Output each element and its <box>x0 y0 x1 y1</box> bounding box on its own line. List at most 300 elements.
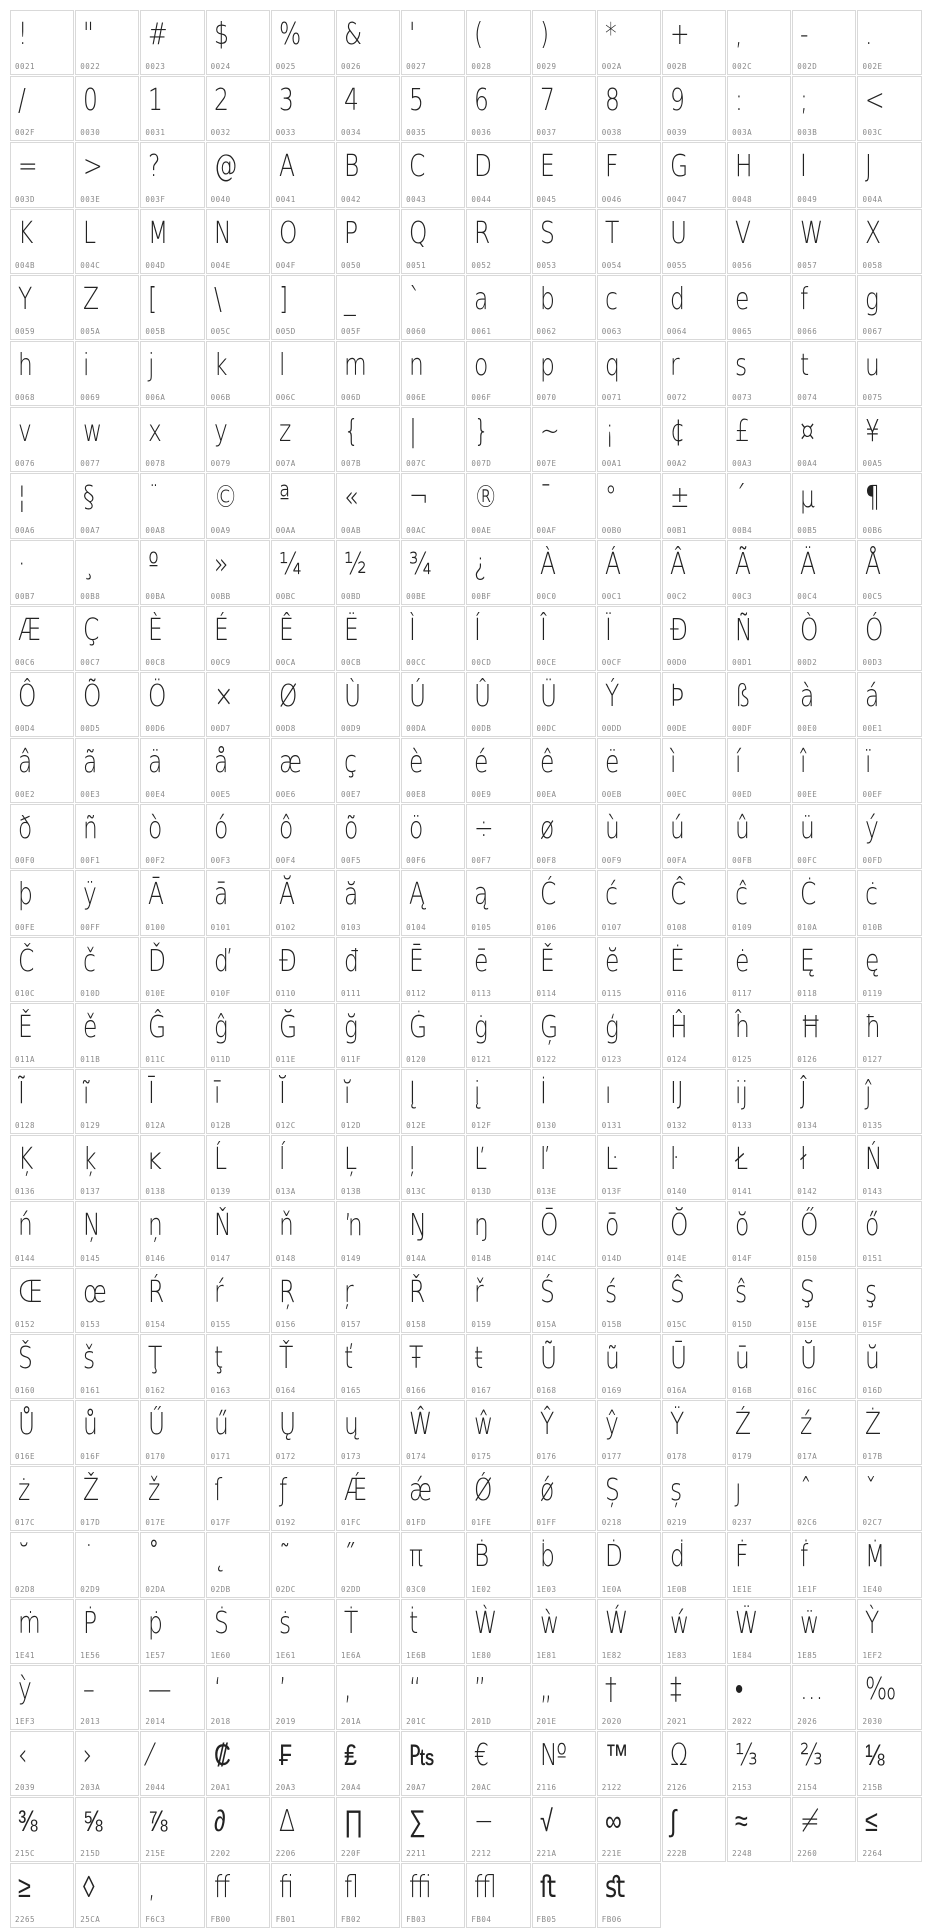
glyph-cell <box>792 1201 856 1266</box>
glyph-codepoint: 00FA <box>666 856 687 866</box>
glyph-char: å <box>213 745 228 781</box>
glyph-codepoint: 01FE <box>471 1518 492 1528</box>
glyph-char: ŕ <box>213 1274 224 1310</box>
glyph-codepoint: 017B <box>862 1452 883 1462</box>
glyph-char: ú <box>669 811 685 847</box>
glyph-char: E <box>539 149 555 185</box>
glyph-codepoint: 0025 <box>275 62 296 72</box>
glyph-codepoint: 0132 <box>666 1121 687 1131</box>
glyph-char: g <box>865 281 880 317</box>
glyph-char: ¢ <box>669 414 685 450</box>
glyph-codepoint: 0028 <box>471 62 492 72</box>
glyph-char: Z <box>83 281 100 317</box>
glyph-cell <box>401 1201 465 1266</box>
glyph-codepoint: 00D8 <box>275 724 296 734</box>
glyph-char: Ļ <box>343 1142 357 1178</box>
glyph-codepoint: 0035 <box>406 128 427 138</box>
glyph-char: ¼ <box>278 546 302 582</box>
glyph-codepoint: 007B <box>340 459 361 469</box>
glyph-char: Ŝ <box>669 1274 685 1310</box>
glyph-char: Ć <box>539 877 556 913</box>
glyph-cell <box>206 1797 270 1862</box>
glyph-cell <box>10 341 74 406</box>
glyph-cell <box>662 1400 726 1465</box>
glyph-char: ṡ <box>278 1605 291 1641</box>
glyph-codepoint: 1E0B <box>666 1584 687 1594</box>
glyph-char: ⅛ <box>865 1737 885 1773</box>
glyph-codepoint: 0146 <box>145 1253 166 1263</box>
glyph-char: Ź <box>735 1406 752 1442</box>
glyph-char: [ <box>148 281 158 317</box>
glyph-codepoint: 0158 <box>406 1319 427 1329</box>
glyph-codepoint: 0045 <box>536 194 557 204</box>
glyph-cell <box>140 1466 204 1531</box>
glyph-codepoint: 0111 <box>340 988 361 998</box>
glyph-cell <box>10 606 74 671</box>
glyph-codepoint: 0103 <box>340 922 361 932</box>
glyph-codepoint: 0021 <box>15 62 36 72</box>
glyph-char: ĭ <box>343 1076 351 1111</box>
glyph-char: Q <box>409 215 428 251</box>
glyph-cell <box>140 1400 204 1465</box>
glyph-cell <box>857 1466 921 1531</box>
glyph-char: Ĥ <box>669 1009 688 1045</box>
glyph-char: ≈ <box>735 1804 748 1840</box>
glyph-codepoint: 015F <box>862 1319 883 1329</box>
glyph-char: ŀ <box>669 1142 678 1178</box>
glyph-cell <box>140 1135 204 1200</box>
glyph-char: ˘ <box>18 1539 30 1575</box>
glyph-cell <box>597 804 661 869</box>
glyph-cell <box>662 1797 726 1862</box>
glyph-char: > <box>83 149 103 185</box>
glyph-cell <box>140 10 204 75</box>
glyph-codepoint: 0179 <box>732 1452 753 1462</box>
glyph-char: r <box>669 347 680 383</box>
glyph-cell <box>532 738 596 803</box>
glyph-codepoint: 1E83 <box>666 1650 687 1660</box>
glyph-cell <box>401 937 465 1002</box>
glyph-codepoint: 00E8 <box>406 790 427 800</box>
glyph-cell <box>597 1268 661 1333</box>
glyph-cell <box>662 473 726 538</box>
glyph-cell <box>857 1797 921 1862</box>
glyph-codepoint: 2039 <box>15 1783 36 1793</box>
glyph-codepoint: 014C <box>536 1253 557 1263</box>
glyph-codepoint: 016E <box>15 1452 36 1462</box>
glyph-char: S <box>539 215 555 251</box>
glyph-codepoint: 00F8 <box>536 856 557 866</box>
glyph-codepoint: 00CD <box>471 657 492 667</box>
glyph-char: Ŕ <box>148 1274 165 1310</box>
glyph-codepoint: 00B4 <box>732 525 753 535</box>
glyph-codepoint: 0156 <box>275 1319 296 1329</box>
glyph-cell <box>206 275 270 340</box>
glyph-cell <box>10 1466 74 1531</box>
glyph-cell <box>466 1201 530 1266</box>
glyph-cell <box>401 1268 465 1333</box>
glyph-char: o <box>474 347 489 383</box>
glyph-cell <box>336 1797 400 1862</box>
glyph-codepoint: 2020 <box>601 1716 622 1726</box>
glyph-char: ¬ <box>409 480 429 516</box>
glyph-cell <box>336 407 400 472</box>
glyph-codepoint: 007C <box>406 459 427 469</box>
glyph-cell <box>140 804 204 869</box>
glyph-char: Å <box>865 546 882 582</box>
glyph-codepoint: 0100 <box>145 922 166 932</box>
glyph-codepoint: 013B <box>340 1187 361 1197</box>
glyph-char: ≥ <box>18 1870 31 1906</box>
glyph-codepoint: 00C3 <box>732 591 753 601</box>
glyph-cell <box>271 1466 335 1531</box>
glyph-char: ĉ <box>735 877 748 913</box>
glyph-codepoint: 0107 <box>601 922 622 932</box>
glyph-cell <box>271 606 335 671</box>
glyph-cell <box>532 473 596 538</box>
glyph-codepoint: 00D5 <box>80 724 101 734</box>
glyph-char: ĳ <box>735 1076 749 1111</box>
glyph-cell <box>727 1532 791 1597</box>
glyph-codepoint: 0041 <box>275 194 296 204</box>
glyph-codepoint: 1E61 <box>275 1650 296 1660</box>
glyph-cell <box>727 1201 791 1266</box>
glyph-cell <box>75 1797 139 1862</box>
glyph-char: ç <box>343 745 357 781</box>
glyph-cell <box>206 341 270 406</box>
glyph-cell <box>401 870 465 935</box>
glyph-codepoint: 00E1 <box>862 724 883 734</box>
glyph-cell <box>10 1797 74 1862</box>
glyph-codepoint: 215E <box>145 1849 166 1859</box>
glyph-cell <box>206 1003 270 1068</box>
glyph-cell <box>727 937 791 1002</box>
glyph-cell <box>336 937 400 1002</box>
glyph-cell <box>597 473 661 538</box>
glyph-codepoint: 0062 <box>536 326 557 336</box>
glyph-codepoint: 0109 <box>732 922 753 932</box>
glyph-codepoint: 01FF <box>536 1518 557 1528</box>
glyph-cell <box>206 540 270 605</box>
glyph-char: ˜ <box>278 1539 291 1575</box>
glyph-cell <box>532 1731 596 1796</box>
glyph-codepoint: 2116 <box>536 1783 557 1793</box>
glyph-char: Ṫ <box>343 1605 359 1641</box>
glyph-cell <box>532 870 596 935</box>
glyph-codepoint: 01FD <box>406 1518 427 1528</box>
glyph-codepoint: 00FC <box>797 856 818 866</box>
glyph-codepoint: 00A6 <box>15 525 36 535</box>
glyph-char: f <box>800 281 809 317</box>
glyph-cell <box>336 341 400 406</box>
glyph-codepoint: 003F <box>145 194 166 204</box>
glyph-codepoint: 0053 <box>536 260 557 270</box>
glyph-char: Œ <box>18 1274 44 1310</box>
glyph-codepoint: 00A7 <box>80 525 101 535</box>
glyph-codepoint: 00F4 <box>275 856 296 866</box>
glyph-cell <box>10 1863 74 1928</box>
glyph-cell <box>857 937 921 1002</box>
glyph-cell <box>140 738 204 803</box>
glyph-char: q <box>604 347 620 383</box>
glyph-char: Ň <box>213 1208 232 1244</box>
glyph-char: Ù <box>343 678 362 714</box>
glyph-char: M <box>148 215 169 251</box>
glyph-cell <box>10 804 74 869</box>
glyph-codepoint: 0075 <box>862 393 883 403</box>
glyph-char: É <box>213 612 229 648</box>
glyph-cell <box>727 1400 791 1465</box>
glyph-codepoint: 017E <box>145 1518 166 1528</box>
glyph-codepoint: 0070 <box>536 393 557 403</box>
glyph-codepoint: 2206 <box>275 1849 296 1859</box>
glyph-char: ḃ <box>539 1539 555 1575</box>
glyph-codepoint: 0030 <box>80 128 101 138</box>
glyph-char: ţ <box>213 1340 223 1376</box>
glyph-codepoint: FB03 <box>406 1915 427 1925</box>
glyph-char: Ŵ <box>409 1406 433 1442</box>
glyph-codepoint: 20A7 <box>406 1783 427 1793</box>
glyph-char: U <box>669 215 688 251</box>
glyph-codepoint: 00EC <box>666 790 687 800</box>
glyph-codepoint: 00F0 <box>15 856 36 866</box>
glyph-codepoint: 0036 <box>471 128 492 138</box>
glyph-codepoint: 0136 <box>15 1187 36 1197</box>
glyph-codepoint: 00EA <box>536 790 557 800</box>
glyph-char: Ž <box>83 1473 100 1509</box>
glyph-cell <box>792 606 856 671</box>
glyph-cell <box>727 1334 791 1399</box>
glyph-cell <box>466 1532 530 1597</box>
glyph-codepoint: 002B <box>666 62 687 72</box>
glyph-cell <box>336 209 400 274</box>
glyph-char: Ë <box>343 612 359 648</box>
glyph-codepoint: 0145 <box>80 1253 101 1263</box>
glyph-codepoint: 0166 <box>406 1385 427 1395</box>
glyph-char: · <box>18 546 26 582</box>
glyph-char: ĝ <box>213 1009 228 1045</box>
glyph-char: Č <box>18 943 35 979</box>
glyph-cell <box>10 1532 74 1597</box>
glyph-char: x <box>148 414 163 450</box>
glyph-cell <box>401 209 465 274</box>
glyph-codepoint: 00E4 <box>145 790 166 800</box>
glyph-codepoint: 1EF3 <box>15 1716 36 1726</box>
glyph-cell <box>662 738 726 803</box>
glyph-cell <box>75 1201 139 1266</box>
glyph-char: ₧ <box>409 1737 435 1773</box>
glyph-char: ¦ <box>18 480 26 516</box>
glyph-codepoint: 0128 <box>15 1121 36 1131</box>
glyph-codepoint: 0023 <box>145 62 166 72</box>
glyph-char: ĕ <box>604 943 620 979</box>
glyph-char: ś <box>604 1274 617 1310</box>
glyph-char: ⅞ <box>148 1804 168 1840</box>
glyph-codepoint: 0172 <box>275 1452 296 1462</box>
glyph-char: * <box>604 17 617 52</box>
glyph-codepoint: 0122 <box>536 1055 557 1064</box>
glyph-cell <box>75 1731 139 1796</box>
glyph-cell <box>532 1665 596 1730</box>
glyph-cell <box>727 1665 791 1730</box>
glyph-codepoint: 0073 <box>732 393 753 403</box>
glyph-codepoint: 016C <box>797 1385 818 1395</box>
glyph-char: ņ <box>148 1208 164 1244</box>
glyph-codepoint: 0042 <box>340 194 361 204</box>
glyph-cell <box>75 341 139 406</box>
glyph-cell <box>140 1599 204 1664</box>
glyph-codepoint: 013E <box>536 1187 557 1197</box>
glyph-char: y <box>213 414 228 450</box>
glyph-codepoint: 1E81 <box>536 1650 557 1660</box>
glyph-codepoint: 1E80 <box>471 1650 492 1660</box>
glyph-codepoint: 221E <box>601 1849 622 1859</box>
glyph-cell <box>857 870 921 935</box>
glyph-codepoint: 2018 <box>210 1716 231 1726</box>
glyph-char: ´ <box>735 480 747 516</box>
glyph-codepoint: F6C3 <box>145 1915 166 1925</box>
glyph-char: π <box>409 1539 424 1575</box>
glyph-char: 1 <box>148 83 164 119</box>
glyph-cell <box>10 1731 74 1796</box>
glyph-char: Ą <box>409 877 426 913</box>
glyph-codepoint: 0153 <box>80 1319 101 1329</box>
glyph-cell <box>271 540 335 605</box>
glyph-cell <box>727 1135 791 1200</box>
glyph-char: & <box>343 17 363 52</box>
glyph-cell <box>75 407 139 472</box>
glyph-cell <box>336 1268 400 1333</box>
glyph-char: ÿ <box>83 877 98 913</box>
glyph-char: ﬅ <box>539 1870 556 1906</box>
glyph-codepoint: 00D4 <box>15 724 36 734</box>
glyph-cell <box>597 1135 661 1200</box>
glyph-codepoint: 0165 <box>340 1385 361 1395</box>
glyph-cell <box>662 1135 726 1200</box>
glyph-codepoint: 00E0 <box>797 724 818 734</box>
glyph-cell <box>532 1599 596 1664</box>
glyph-codepoint: 0079 <box>210 459 231 469</box>
glyph-codepoint: 006D <box>340 393 361 403</box>
glyph-codepoint: 02DB <box>210 1584 231 1594</box>
glyph-char: © <box>213 480 237 516</box>
glyph-cell <box>857 142 921 207</box>
glyph-cell <box>10 672 74 737</box>
glyph-cell <box>597 1863 661 1928</box>
glyph-char: Ś <box>539 1274 555 1310</box>
glyph-char: 0 <box>83 83 99 119</box>
glyph-char: ħ <box>865 1009 882 1045</box>
glyph-char: ˝ <box>343 1539 356 1575</box>
glyph-char: $ <box>213 17 229 52</box>
glyph-char: ŗ <box>343 1274 354 1310</box>
glyph-char: œ <box>83 1274 108 1310</box>
glyph-char: ũ <box>604 1340 620 1376</box>
glyph-codepoint: 0118 <box>797 988 818 998</box>
glyph-char: ě <box>83 1009 98 1045</box>
glyph-codepoint: 011F <box>340 1055 361 1064</box>
glyph-cell <box>10 1665 74 1730</box>
glyph-cell <box>727 407 791 472</box>
glyph-char: . <box>865 17 873 52</box>
glyph-codepoint: 013F <box>601 1187 622 1197</box>
glyph-char: ] <box>278 281 288 317</box>
glyph-cell <box>792 804 856 869</box>
glyph-codepoint: 0027 <box>406 62 427 72</box>
glyph-char: ˚ <box>148 1539 161 1575</box>
glyph-codepoint: 1E03 <box>536 1584 557 1594</box>
glyph-char: Ð <box>669 612 689 648</box>
glyph-codepoint: 0039 <box>666 128 687 138</box>
glyph-codepoint: 00F2 <box>145 856 166 866</box>
glyph-codepoint: 00FD <box>862 856 883 866</box>
glyph-codepoint: 0152 <box>15 1319 36 1329</box>
glyph-char: ḟ <box>800 1539 809 1575</box>
glyph-char: À <box>539 546 556 582</box>
glyph-cell <box>857 1731 921 1796</box>
glyph-codepoint: 00B6 <box>862 525 883 535</box>
glyph-codepoint: 221A <box>536 1849 557 1859</box>
glyph-char: Ê <box>278 612 294 648</box>
glyph-cell <box>336 1599 400 1664</box>
glyph-char: ‰ <box>865 1671 897 1707</box>
glyph-cell <box>10 1268 74 1333</box>
glyph-char: ? <box>148 149 161 185</box>
glyph-codepoint: 012A <box>145 1121 166 1131</box>
glyph-cell <box>336 606 400 671</box>
glyph-char: Î <box>539 612 547 648</box>
glyph-cell <box>271 142 335 207</box>
glyph-char: î <box>800 745 807 781</box>
glyph-cell <box>792 870 856 935</box>
glyph-cell <box>727 275 791 340</box>
glyph-cell <box>140 275 204 340</box>
glyph-char: Ř <box>409 1274 426 1310</box>
glyph-char: ć <box>604 877 618 913</box>
glyph-codepoint: 00A3 <box>732 459 753 469</box>
glyph-char: = <box>18 149 38 185</box>
glyph-cell <box>662 606 726 671</box>
glyph-cell <box>532 76 596 141</box>
glyph-cell <box>10 1400 74 1465</box>
glyph-char: Ŀ <box>604 1142 618 1178</box>
glyph-char: Ô <box>18 678 37 714</box>
glyph-codepoint: 2022 <box>732 1716 753 1726</box>
glyph-char: ù <box>604 811 620 847</box>
glyph-char: ¯ <box>539 480 552 516</box>
glyph-char: ˇ <box>865 1473 878 1509</box>
glyph-char: ź <box>800 1406 813 1442</box>
glyph-char: H <box>735 149 753 185</box>
glyph-cell <box>857 1069 921 1134</box>
glyph-codepoint: 0037 <box>536 128 557 138</box>
glyph-cell <box>206 142 270 207</box>
glyph-char: D <box>474 149 493 185</box>
glyph-cell <box>206 1400 270 1465</box>
glyph-char: X <box>865 215 882 251</box>
glyph-codepoint: 00C9 <box>210 657 231 667</box>
glyph-char: Ü <box>539 678 557 714</box>
glyph-char: Ṁ <box>865 1539 886 1575</box>
glyph-char: % <box>278 17 301 52</box>
glyph-codepoint: 0159 <box>471 1319 492 1329</box>
glyph-char: ∆ <box>278 1804 295 1840</box>
glyph-char: w <box>83 414 103 450</box>
glyph-cell <box>662 1069 726 1134</box>
glyph-codepoint: 00C2 <box>666 591 687 601</box>
glyph-cell <box>140 209 204 274</box>
glyph-char: ‹ <box>18 1737 28 1773</box>
